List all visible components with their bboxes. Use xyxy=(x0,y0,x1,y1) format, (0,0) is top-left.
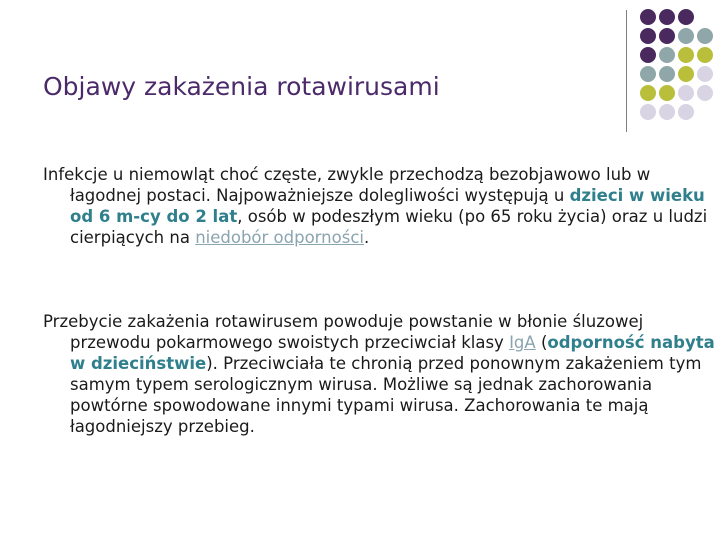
decorative-dot xyxy=(659,85,675,101)
decorative-dot xyxy=(678,104,694,120)
decorative-dot xyxy=(640,66,656,82)
paragraph-text: Infekcje u niemowląt choć częste, zwykle przechodzą bezobjawowo lub w łagodnej postaci. Najpoważniejsze dolegliwości występują u xyxy=(43,165,651,205)
decorative-dot xyxy=(640,104,656,120)
decorative-dot xyxy=(659,9,675,25)
highlight-acquired-immunity: odporność nabyta w dzieciństwie xyxy=(70,333,715,373)
paragraph-text: , osób w podeszłym wieku (po 65 roku życia) oraz u ludzi cierpiących na xyxy=(70,207,708,247)
decorative-dot xyxy=(678,28,694,44)
paragraph-immunity xyxy=(43,311,720,437)
decorative-dot xyxy=(697,28,713,44)
decorative-dot xyxy=(640,47,656,63)
decorative-dot xyxy=(640,28,656,44)
decorative-dot xyxy=(697,47,713,63)
link-iga[interactable]: IgA xyxy=(509,333,536,352)
decorative-dot xyxy=(678,85,694,101)
paragraph-text: ( xyxy=(535,333,548,352)
paragraph-symptoms xyxy=(43,164,720,248)
decorative-dot xyxy=(640,85,656,101)
vertical-divider xyxy=(626,10,627,132)
decorative-dot xyxy=(678,47,694,63)
paragraph-text: . xyxy=(363,228,370,247)
decorative-dot xyxy=(678,9,694,25)
highlight-age-group: dzieci w wieku od 6 m-cy do 2 lat xyxy=(70,186,705,226)
link-immunodeficiency[interactable]: niedobór odporności xyxy=(195,228,364,247)
paragraph-text: Przebycie zakażenia rotawirusem powoduje powstanie w błonie śluzowej przewodu pokarmowego swoistych przeciwciał klasy xyxy=(43,312,644,352)
decorative-dot xyxy=(678,66,694,82)
decorative-dot xyxy=(659,47,675,63)
decorative-dot-grid xyxy=(0,0,720,140)
decorative-dot xyxy=(640,9,656,25)
decorative-dot xyxy=(697,85,713,101)
decorative-dot xyxy=(659,104,675,120)
paragraph-text: ). Przeciwciała te chronią przed ponownym zakażeniem tym samym typem serologicznym wirusa. Możliwe są jednak zachorowania powtórne spowodowane innymi typami wirusa. Zachorowania te mają łagodniejszy przebieg. xyxy=(70,354,702,436)
decorative-dot xyxy=(659,28,675,44)
slide-title: Objawy zakażenia rotawirusami xyxy=(43,72,440,101)
decorative-dot xyxy=(659,66,675,82)
decorative-dot xyxy=(697,66,713,82)
